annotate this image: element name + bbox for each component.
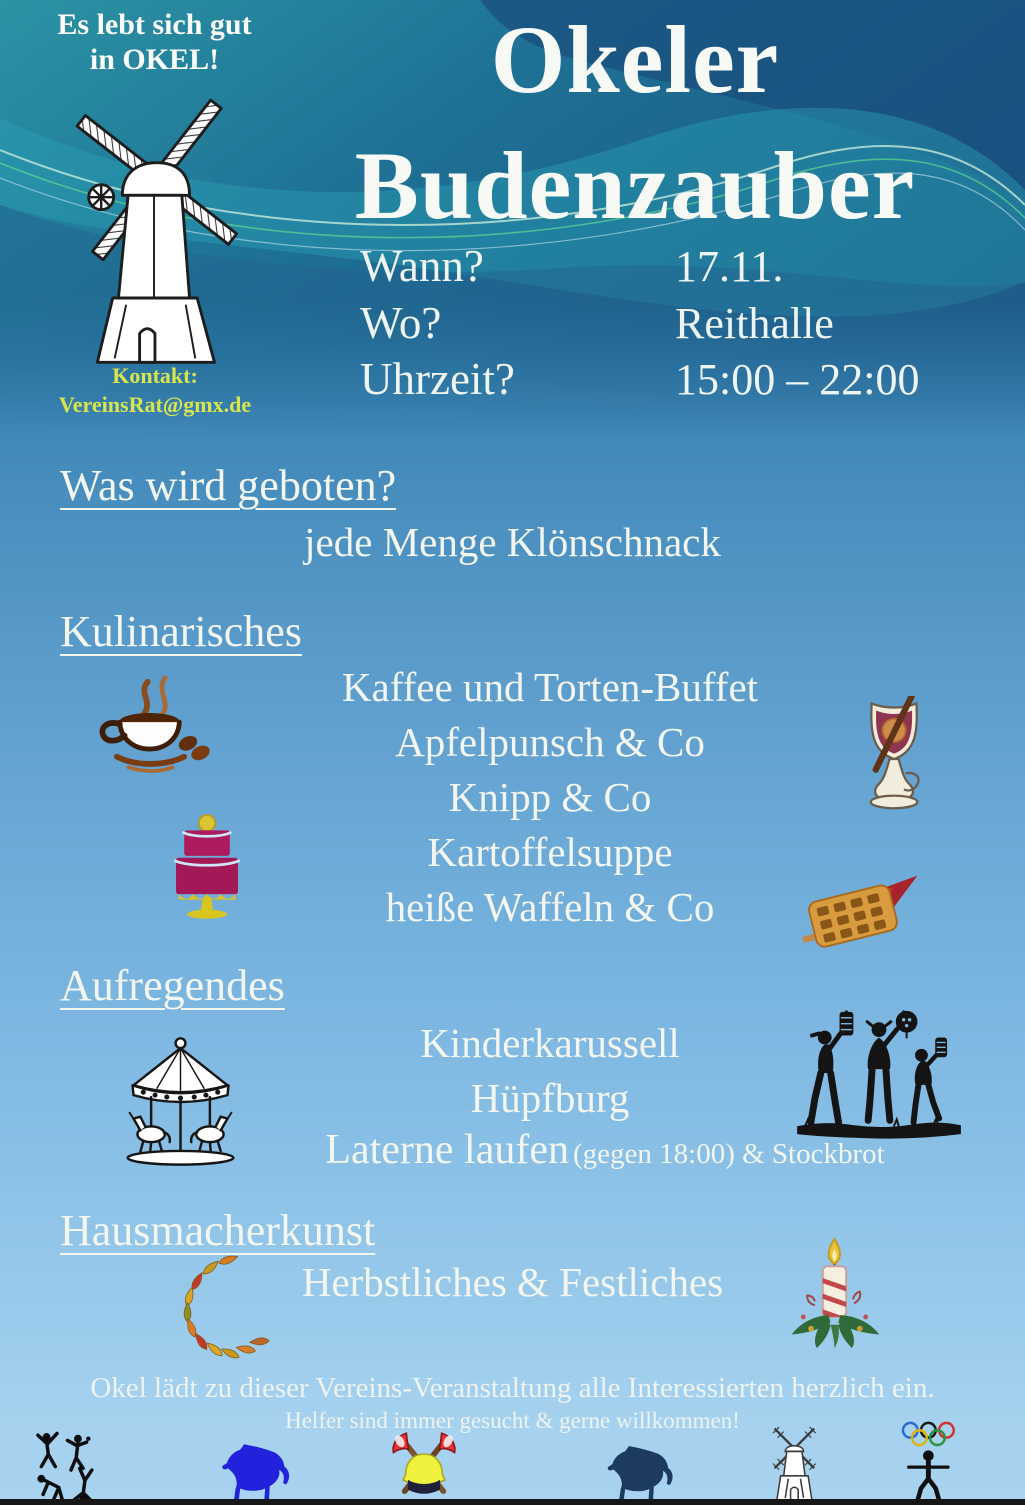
footer-helpers: Helfer sind immer gesucht & gerne willkommen!	[285, 1408, 740, 1433]
list-item: Hüpfburg	[470, 1075, 630, 1121]
title-line1: Okeler	[490, 6, 780, 113]
autumn-leaves-icon	[168, 1252, 280, 1359]
tagline-line1: Es lebt sich gut	[57, 8, 252, 41]
list-item: Kinderkarussell	[420, 1020, 680, 1066]
list-item: Kartoffelsuppe	[427, 829, 673, 875]
candle-icon	[772, 1235, 894, 1354]
section-heading-aufregendes: Aufregendes	[60, 961, 285, 1010]
olympic-rings-athlete-icon	[890, 1418, 970, 1504]
info-value-location: Reithalle	[675, 299, 834, 348]
blue-horse-icon	[205, 1438, 305, 1504]
list-item: Kaffee und Torten-Buffet	[341, 664, 759, 710]
info-value-time: 15:00 – 22:00	[675, 355, 920, 404]
contact-block	[40, 362, 270, 419]
hausmacherkunst-item: Herbstliches & Festliches	[301, 1259, 724, 1305]
section-heading-kulinarisches: Kulinarisches	[60, 607, 302, 656]
list-item: Apfelpunsch & Co	[395, 719, 705, 765]
cake-icon	[166, 810, 248, 920]
footer-invitation: Okel lädt zu dieser Vereins-Veranstaltung alle Interessierten herzlich ein.	[90, 1372, 935, 1404]
coffee-cup-icon	[88, 672, 213, 778]
info-label-wo: Wo?	[360, 298, 442, 348]
list-item: heiße Waffeln & Co	[385, 884, 715, 930]
list-item: Knipp & Co	[448, 774, 652, 820]
title-line2: Budenzauber	[354, 131, 916, 239]
acrobats-icon	[28, 1430, 120, 1504]
windmill-icon	[758, 1424, 830, 1504]
fire-brigade-icon	[378, 1430, 470, 1504]
info-label-wann: Wann?	[360, 241, 484, 291]
page-title	[245, 8, 1025, 237]
section-heading-offer: Was wird geboten?	[60, 461, 397, 510]
lantern-children-icon	[795, 1000, 963, 1148]
lantern-suffix-text: (gegen 18:00) & Stockbrot	[572, 1138, 885, 1170]
info-label-uhrzeit: Uhrzeit?	[360, 354, 515, 404]
carousel-icon	[110, 1036, 252, 1166]
waffle-icon	[800, 858, 930, 950]
tagline	[52, 8, 257, 77]
section-heading-hausmacherkunst: Hausmacherkunst	[60, 1206, 376, 1255]
offer-item: jede Menge Klönschnack	[304, 519, 721, 565]
dark-horse-icon	[592, 1440, 687, 1504]
contact-label: Kontakt:	[112, 363, 198, 388]
info-value-date: 17.11.	[675, 242, 784, 291]
tagline-line2: in OKEL!	[89, 42, 220, 76]
contact-email: VereinsRat@gmx.de	[58, 391, 252, 417]
bottom-edge-bar	[0, 1499, 1025, 1505]
punch-glass-icon	[852, 696, 937, 822]
lantern-main-text: Laterne laufen	[325, 1127, 569, 1173]
windmill-logo-icon	[70, 82, 238, 370]
